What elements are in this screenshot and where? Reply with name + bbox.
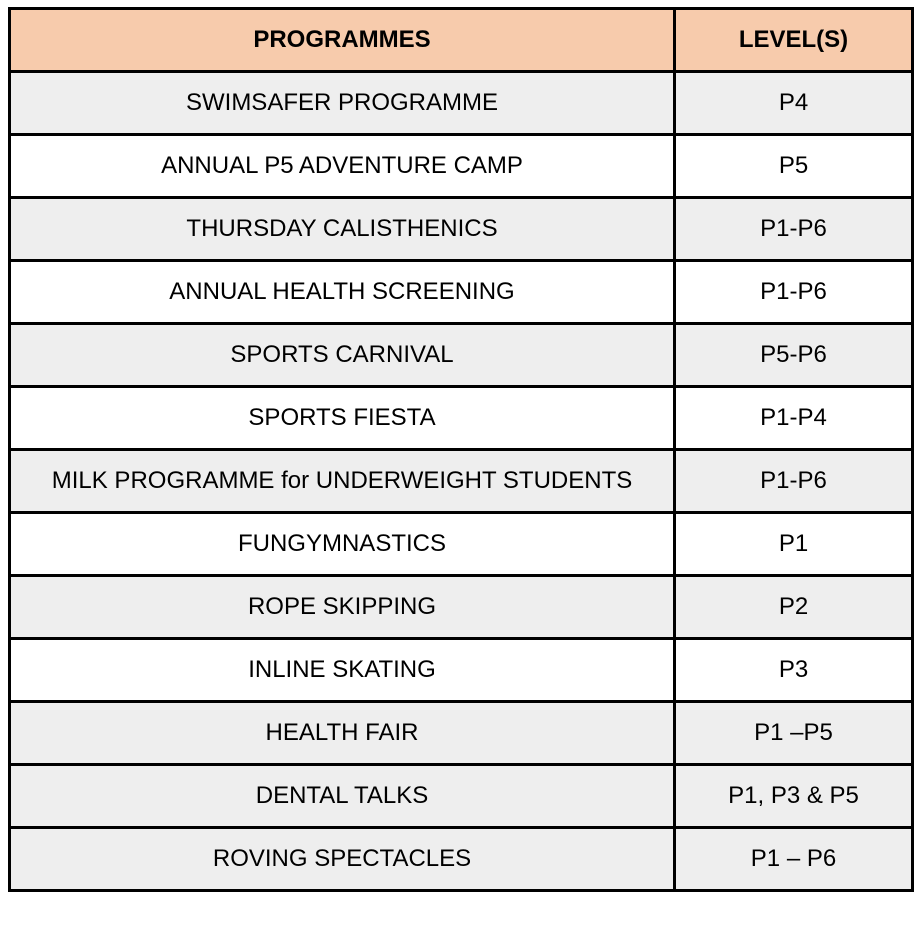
table-row [10, 639, 913, 702]
level-cell: P4 [675, 72, 913, 135]
table-row [10, 450, 913, 513]
programme-cell: INLINE SKATING [10, 639, 675, 702]
level-cell: P1-P6 [675, 450, 913, 513]
level-cell: P1 [675, 513, 913, 576]
header-levels: LEVEL(S) [675, 9, 913, 72]
programme-cell: DENTAL TALKS [10, 765, 675, 828]
table-row [10, 72, 913, 135]
table-row [10, 513, 913, 576]
header-programmes: PROGRAMMES [10, 9, 675, 72]
programme-cell: SWIMSAFER PROGRAMME [10, 72, 675, 135]
level-cell: P1 –P5 [675, 702, 913, 765]
level-cell: P1-P4 [675, 387, 913, 450]
table-row [10, 828, 913, 891]
level-cell: P1, P3 & P5 [675, 765, 913, 828]
programme-cell: ROPE SKIPPING [10, 576, 675, 639]
header-row [10, 9, 913, 72]
programme-cell: SPORTS FIESTA [10, 387, 675, 450]
table-row [10, 324, 913, 387]
level-cell: P3 [675, 639, 913, 702]
programmes-table [8, 7, 914, 892]
programme-cell: THURSDAY CALISTHENICS [10, 198, 675, 261]
level-cell: P5 [675, 135, 913, 198]
table-row [10, 702, 913, 765]
table-row [10, 198, 913, 261]
programme-cell: ANNUAL P5 ADVENTURE CAMP [10, 135, 675, 198]
level-cell: P1-P6 [675, 261, 913, 324]
programme-cell: FUNGYMNASTICS [10, 513, 675, 576]
table-row [10, 135, 913, 198]
table-row [10, 261, 913, 324]
programme-cell: MILK PROGRAMME for UNDERWEIGHT STUDENTS [10, 450, 675, 513]
level-cell: P5-P6 [675, 324, 913, 387]
table-row [10, 765, 913, 828]
programme-cell: ANNUAL HEALTH SCREENING [10, 261, 675, 324]
level-cell: P1-P6 [675, 198, 913, 261]
level-cell: P2 [675, 576, 913, 639]
table-row [10, 387, 913, 450]
programme-cell: SPORTS CARNIVAL [10, 324, 675, 387]
level-cell: P1 – P6 [675, 828, 913, 891]
programme-cell: ROVING SPECTACLES [10, 828, 675, 891]
programme-cell: HEALTH FAIR [10, 702, 675, 765]
table-row [10, 576, 913, 639]
